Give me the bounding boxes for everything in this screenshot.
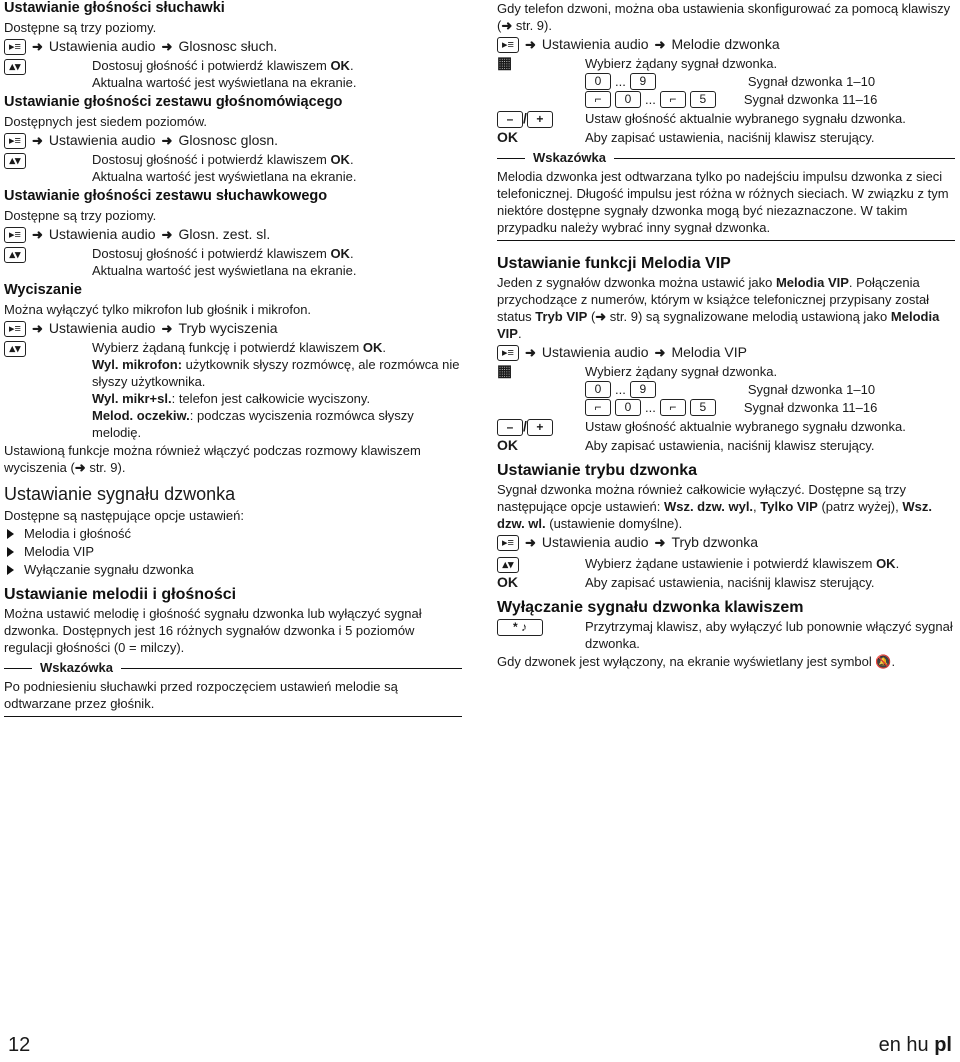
nav-step: Tryb wyciszenia <box>178 320 278 336</box>
arrow-icon: ➜ <box>32 133 43 148</box>
range-label: Sygnał dzwonka 11–16 <box>743 400 878 415</box>
dots: ... <box>615 382 626 397</box>
instruction: Wybierz żądaną funkcję i potwierdź klawiszem <box>92 340 363 355</box>
instruction: Aby zapisać ustawienia, naciśnij klawisz sterujący. <box>585 575 875 590</box>
instruction: Aktualna wartość jest wyświetlana na ekranie. <box>92 263 357 278</box>
arrow-icon: ➜ <box>525 345 536 360</box>
melody-text: Można ustawić melodię i głośność sygnału dzwonka lub wyłączyć sygnał dzwonka. Dostępnych jest 16 różnych sygnałów dzwonka i 5 poziomów regulacji głośności (0 = milczy). <box>4 606 422 655</box>
control-key-icon: ▴▾ <box>4 341 26 357</box>
key-9: 9 <box>630 381 656 398</box>
key-range <box>585 399 955 416</box>
nav-step: Ustawienia audio <box>541 534 649 550</box>
pound-key-icon: ⌐ <box>660 399 686 416</box>
dots: ... <box>615 74 626 89</box>
range-label: Sygnał dzwonka 11–16 <box>743 92 878 107</box>
text: Gdy dzwonek jest wyłączony, na ekranie wyświetlany jest symbol <box>497 654 876 669</box>
headset-volume-title: Ustawianie głośności zestawu słuchawkowego <box>4 188 328 204</box>
bold-text: Wsz. dzw. wyl. <box>663 499 754 514</box>
slash: / <box>523 418 527 434</box>
instruction: Dostosuj głośność i potwierdź klawiszem <box>92 152 331 167</box>
bold-text: Wsz. dzw. wl. <box>497 499 932 531</box>
ringer-off-icon: 🔕 <box>875 654 892 669</box>
text: . <box>517 326 522 341</box>
range-label: Sygnał dzwonka 1–10 <box>747 382 876 397</box>
key-0: 0 <box>585 73 611 90</box>
option-name: Wyl. mikr+sl. <box>92 391 172 406</box>
menu-key-icon: ▸≡ <box>497 535 519 551</box>
handsfree-volume-title: Ustawianie głośności zestawu głośnomówiącego <box>4 94 343 110</box>
note-label: Wskazówka <box>32 659 121 676</box>
key-range <box>585 381 955 398</box>
punct: . <box>895 556 900 571</box>
arrow-icon: ➜ <box>161 133 173 148</box>
text: Ustawioną funkcje można również włączyć podczas rozmowy klawiszem wyciszenia ( <box>4 443 421 475</box>
instruction: Aby zapisać ustawienia, naciśnij klawisz sterujący. <box>585 438 875 453</box>
key-0: 0 <box>615 91 641 108</box>
bullet-text: Wyłączanie sygnału dzwonka <box>24 562 194 577</box>
list-item <box>4 525 462 542</box>
text: (patrz wyżej), <box>817 499 903 514</box>
key-5: 5 <box>690 399 716 416</box>
menu-key-icon: ▸≡ <box>4 227 26 243</box>
key-range <box>585 73 955 90</box>
arrow-icon: ➜ <box>32 227 43 242</box>
menu-key-icon: ▸≡ <box>4 133 26 149</box>
text: Gdy telefon dzwoni, można oba ustawienia skonfigurować za pomocą klawiszy ( <box>497 1 951 33</box>
option-name: Melod. oczekiw. <box>92 408 190 423</box>
option-desc: użytkownik słyszy rozmówcę, ale rozmówca nie słyszy użytkownika. <box>92 357 460 389</box>
minus-key-icon: – <box>497 419 523 436</box>
nav-step: Glosn. zest. sl. <box>178 226 271 242</box>
arrow-icon: ➜ <box>525 535 536 550</box>
control-key-icon: ▴▾ <box>4 59 26 75</box>
arrow-icon: ➜ <box>654 535 666 550</box>
punct: . <box>382 340 386 355</box>
text: Jeden z sygnałów dzwonka można ustawić jako <box>497 275 776 290</box>
lang-current: pl <box>934 1034 952 1056</box>
instruction: Wybierz żądany sygnał dzwonka. <box>585 56 778 71</box>
instruction-row <box>4 339 462 441</box>
arrow-icon: ➜ <box>161 39 173 54</box>
ringtone-sub: Dostępne są następujące opcje ustawień: <box>4 508 244 523</box>
instruction-row <box>4 245 462 279</box>
mute-after <box>4 442 462 476</box>
nav-path <box>4 132 462 149</box>
punct: . <box>349 58 354 73</box>
ok-label: OK <box>330 152 350 167</box>
instruction-row <box>497 574 955 591</box>
arrow-icon: ➜ <box>595 309 607 324</box>
nav-path <box>4 226 462 243</box>
note-text: Po podniesieniu słuchawki przed rozpoczęciem ustawień melodie są odtwarzane przez głośnik. <box>4 679 398 711</box>
instruction-row <box>497 618 955 652</box>
text: str. 9) są sygnalizowane melodią ustawioną jako <box>606 309 891 324</box>
menu-key-icon: ▸≡ <box>497 37 519 53</box>
nav-step: Glosnosc glosn. <box>178 132 279 148</box>
mute-title: Wyciszanie <box>4 282 82 298</box>
instruction: Ustaw głośność aktualnie wybranego sygnału dzwonka. <box>585 419 906 434</box>
melody-title: Ustawianie melodii i głośności <box>4 586 237 603</box>
ok-key-label: OK <box>497 574 518 590</box>
list-item <box>4 543 462 560</box>
handsfree-volume-sub: Dostępnych jest siedem poziomów. <box>4 114 208 129</box>
pound-key-icon: ⌐ <box>585 91 611 108</box>
arrow-icon: ➜ <box>32 39 43 54</box>
instruction-row <box>497 555 955 573</box>
dots: ... <box>645 400 656 415</box>
list-item <box>4 561 462 578</box>
arrow-icon: ➜ <box>654 345 666 360</box>
bold-text: Tryb VIP <box>535 309 588 324</box>
nav-path <box>497 344 955 361</box>
page-number: 12 <box>8 1034 31 1056</box>
handset-volume-sub: Dostępne są trzy poziomy. <box>4 20 157 35</box>
bold-text: Melodia VIP <box>775 275 849 290</box>
nav-step: Ustawienia audio <box>541 344 649 360</box>
note-box <box>497 150 955 241</box>
key-0: 0 <box>585 381 611 398</box>
note-text: Melodia dzwonka jest odtwarzana tylko po nadejściu impulsu dzwonka z sieci telefonicznej. Długość impulsu jest różna w różnych sieciach. W związku z tym niektóre dostępne sygnały dzwonka mogą być niezaznaczone. W takim przypadku należy wybrać inny sygnał dzwonka. <box>497 169 949 235</box>
ok-label: OK <box>330 58 350 73</box>
instruction-row <box>497 55 955 109</box>
control-key-icon: ▴▾ <box>4 247 26 263</box>
vip-title: Ustawianie funkcji Melodia VIP <box>497 255 731 272</box>
keypad-icon: ▦ <box>497 55 513 72</box>
instruction-row <box>4 57 462 91</box>
text: (ustawienie domyślne). <box>545 516 683 531</box>
headset-volume-sub: Dostępne są trzy poziomy. <box>4 208 157 223</box>
ringtone-title: Ustawianie sygnału dzwonka <box>4 484 236 504</box>
menu-key-icon: ▸≡ <box>4 321 26 337</box>
star-glyph: * <box>512 620 518 634</box>
text: . <box>891 654 896 669</box>
ok-label: OK <box>330 246 350 261</box>
menu-key-icon: ▸≡ <box>4 39 26 55</box>
key-title: Wyłączanie sygnału dzwonka klawiszem <box>497 599 804 616</box>
key-5: 5 <box>690 91 716 108</box>
star-key-icon: * ♪ <box>497 619 543 636</box>
note-box <box>4 660 462 717</box>
text: , <box>753 499 761 514</box>
instruction: Ustaw głośność aktualnie wybranego sygnału dzwonka. <box>585 111 906 126</box>
arrow-icon: ➜ <box>525 37 536 52</box>
ok-label: OK <box>876 556 896 571</box>
lang-text: en hu <box>878 1034 935 1056</box>
punct: . <box>349 246 354 261</box>
key-9: 9 <box>630 73 656 90</box>
instruction: Dostosuj głośność i potwierdź klawiszem <box>92 58 331 73</box>
mute-sub: Można wyłączyć tylko mikrofon lub głośnik i mikrofon. <box>4 302 312 317</box>
mode-text <box>497 481 955 532</box>
nav-step: Ustawienia audio <box>541 36 649 52</box>
arrow-icon: ➜ <box>32 321 43 336</box>
ok-key-label: OK <box>497 129 518 145</box>
left-column <box>4 0 462 723</box>
text: Sygnał dzwonka można również całkowicie wyłączyć. Dostępne są trzy następujące opcje ustawień: <box>497 482 906 514</box>
option-desc: : podczas wyciszenia rozmówca słyszy melodię. <box>92 408 414 440</box>
instruction-row <box>4 151 462 185</box>
punct: . <box>349 152 354 167</box>
slash: / <box>523 110 527 126</box>
bullet-text: Melodia VIP <box>24 544 95 559</box>
nav-step: Ustawienia audio <box>48 38 156 54</box>
intro <box>497 0 955 34</box>
text: str. 9). <box>512 18 552 33</box>
minus-key-icon: – <box>497 111 523 128</box>
nav-path <box>4 320 462 337</box>
arrow-icon: ➜ <box>654 37 666 52</box>
arrow-icon: ➜ <box>161 227 173 242</box>
keypad-icon: ▦ <box>497 363 513 380</box>
range-label: Sygnał dzwonka 1–10 <box>747 74 876 89</box>
nav-path <box>4 38 462 55</box>
nav-step: Ustawienia audio <box>48 132 156 148</box>
arrow-icon: ➜ <box>161 321 173 336</box>
text: . Połączenia przychodzące z numerów, którym w książce telefonicznej przypisany został status <box>497 275 930 324</box>
key-range <box>585 91 955 108</box>
nav-step: Ustawienia audio <box>48 320 156 336</box>
bullet-text: Melodia i głośność <box>24 526 131 541</box>
dots: ... <box>645 92 656 107</box>
handset-volume-title: Ustawianie głośności słuchawki <box>4 0 225 16</box>
arrow-icon: ➜ <box>501 18 513 33</box>
instruction: Dostosuj głośność i potwierdź klawiszem <box>92 246 331 261</box>
option-name: Wyl. mikrofon: <box>92 357 183 372</box>
language-codes <box>878 1034 952 1056</box>
instruction: Aby zapisać ustawienia, naciśnij klawisz sterujący. <box>585 130 875 145</box>
ok-key-label: OK <box>497 437 518 453</box>
instruction-row <box>497 363 955 417</box>
bold-text: Melodia VIP <box>497 309 940 341</box>
right-column <box>497 0 955 670</box>
bullet-icon <box>7 547 14 557</box>
control-key-icon: ▴▾ <box>4 153 26 169</box>
control-key-icon: ▴▾ <box>497 557 519 573</box>
instruction-row <box>497 418 955 436</box>
instruction: Wybierz żądane ustawienie i potwierdź klawiszem <box>585 556 877 571</box>
instruction-row <box>497 110 955 128</box>
key-0: 0 <box>615 399 641 416</box>
key-after <box>497 653 955 670</box>
vip-text <box>497 274 955 342</box>
nav-step: Melodia VIP <box>671 344 747 360</box>
note-label: Wskazówka <box>525 149 614 166</box>
instruction-row <box>497 437 955 454</box>
nav-step: Tryb dzwonka <box>671 534 759 550</box>
bold-text: Tylko VIP <box>760 499 818 514</box>
bullet-icon <box>7 529 14 539</box>
menu-key-icon: ▸≡ <box>497 345 519 361</box>
bullet-icon <box>7 565 14 575</box>
nav-path <box>497 36 955 53</box>
nav-step: Glosnosc słuch. <box>178 38 278 54</box>
pound-key-icon: ⌐ <box>660 91 686 108</box>
instruction: Aktualna wartość jest wyświetlana na ekranie. <box>92 75 357 90</box>
ok-label: OK <box>362 340 383 355</box>
arrow-icon: ➜ <box>74 460 86 475</box>
nav-step: Ustawienia audio <box>48 226 156 242</box>
plus-key-icon: + <box>527 111 553 128</box>
text: str. 9). <box>85 460 126 475</box>
nav-step: Melodie dzwonka <box>671 36 780 52</box>
instruction-row <box>497 129 955 146</box>
mode-title: Ustawianie trybu dzwonka <box>497 462 698 479</box>
nav-path <box>497 534 955 551</box>
pound-key-icon: ⌐ <box>585 399 611 416</box>
instruction: Przytrzymaj klawisz, aby wyłączyć lub ponownie włączyć sygnał dzwonka. <box>585 619 953 651</box>
text: ( <box>587 309 596 324</box>
plus-key-icon: + <box>527 419 553 436</box>
option-desc: : telefon jest całkowicie wyciszony. <box>171 391 371 406</box>
instruction: Wybierz żądany sygnał dzwonka. <box>585 364 778 379</box>
instruction: Aktualna wartość jest wyświetlana na ekranie. <box>92 169 357 184</box>
